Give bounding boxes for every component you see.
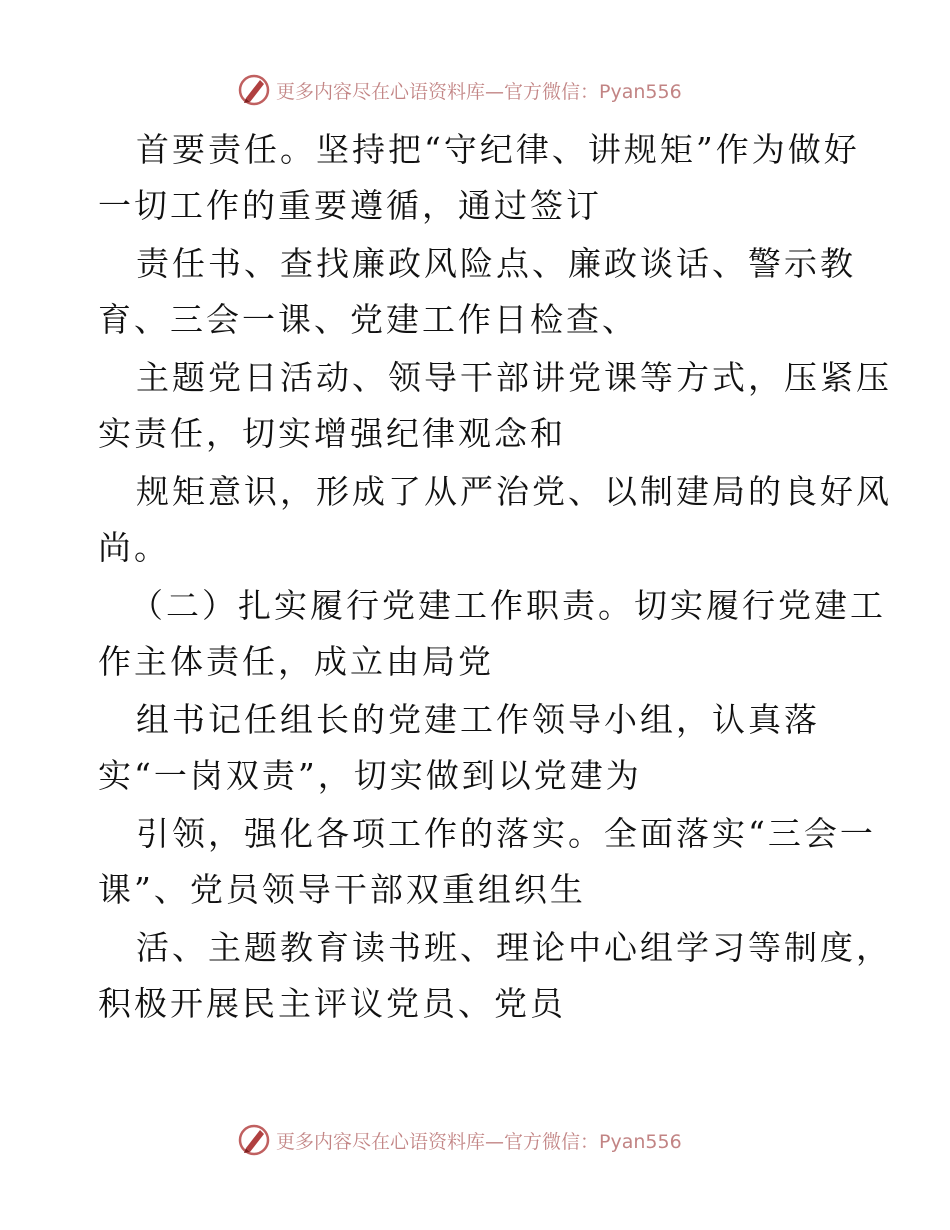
text-line: 首要责任。坚持把“守纪律、讲规矩”作为做好 (136, 130, 860, 169)
text-line: 育、三会一课、党建工作日检查、 (98, 300, 638, 339)
text-line: 积极开展民主评议党员、党员 (98, 984, 566, 1023)
pen-logo-icon (236, 72, 272, 108)
text-line: 一切工作的重要遵循，通过签订 (98, 186, 602, 225)
text-line: 活、主题教育读书班、理论中心组学习等制度， (136, 928, 892, 967)
text-line: 规矩意识，形成了从严治党、以制建局的良好风 (136, 472, 892, 511)
text-line: 尚。 (98, 528, 170, 567)
watermark-text: 更多内容尽在心语资料库—官方微信：Pyan556 (276, 1130, 682, 1153)
text-line: 实责任，切实增强纪律观念和 (98, 414, 566, 453)
text-line: 实“一岗双责”，切实做到以党建为 (98, 756, 642, 795)
watermark-text: 更多内容尽在心语资料库—官方微信：Pyan556 (276, 80, 682, 103)
text-line: 组书记任组长的党建工作领导小组，认真落 (136, 700, 820, 739)
pen-logo-icon (236, 1122, 272, 1158)
section-heading-line: （二）扎实履行党建工作职责。切实履行党建工 (130, 586, 886, 625)
text-line: 课”、党员领导干部双重组织生 (98, 870, 586, 909)
text-line: 引领，强化各项工作的落实。全面落实“三会一 (136, 814, 876, 853)
text-line: 主题党日活动、领导干部讲党课等方式，压紧压 (136, 358, 892, 397)
text-line: 责任书、查找廉政风险点、廉政谈话、警示教 (136, 244, 856, 283)
text-line: 作主体责任，成立由局党 (98, 642, 494, 681)
watermark-header (236, 70, 682, 110)
watermark-footer (236, 1120, 682, 1160)
